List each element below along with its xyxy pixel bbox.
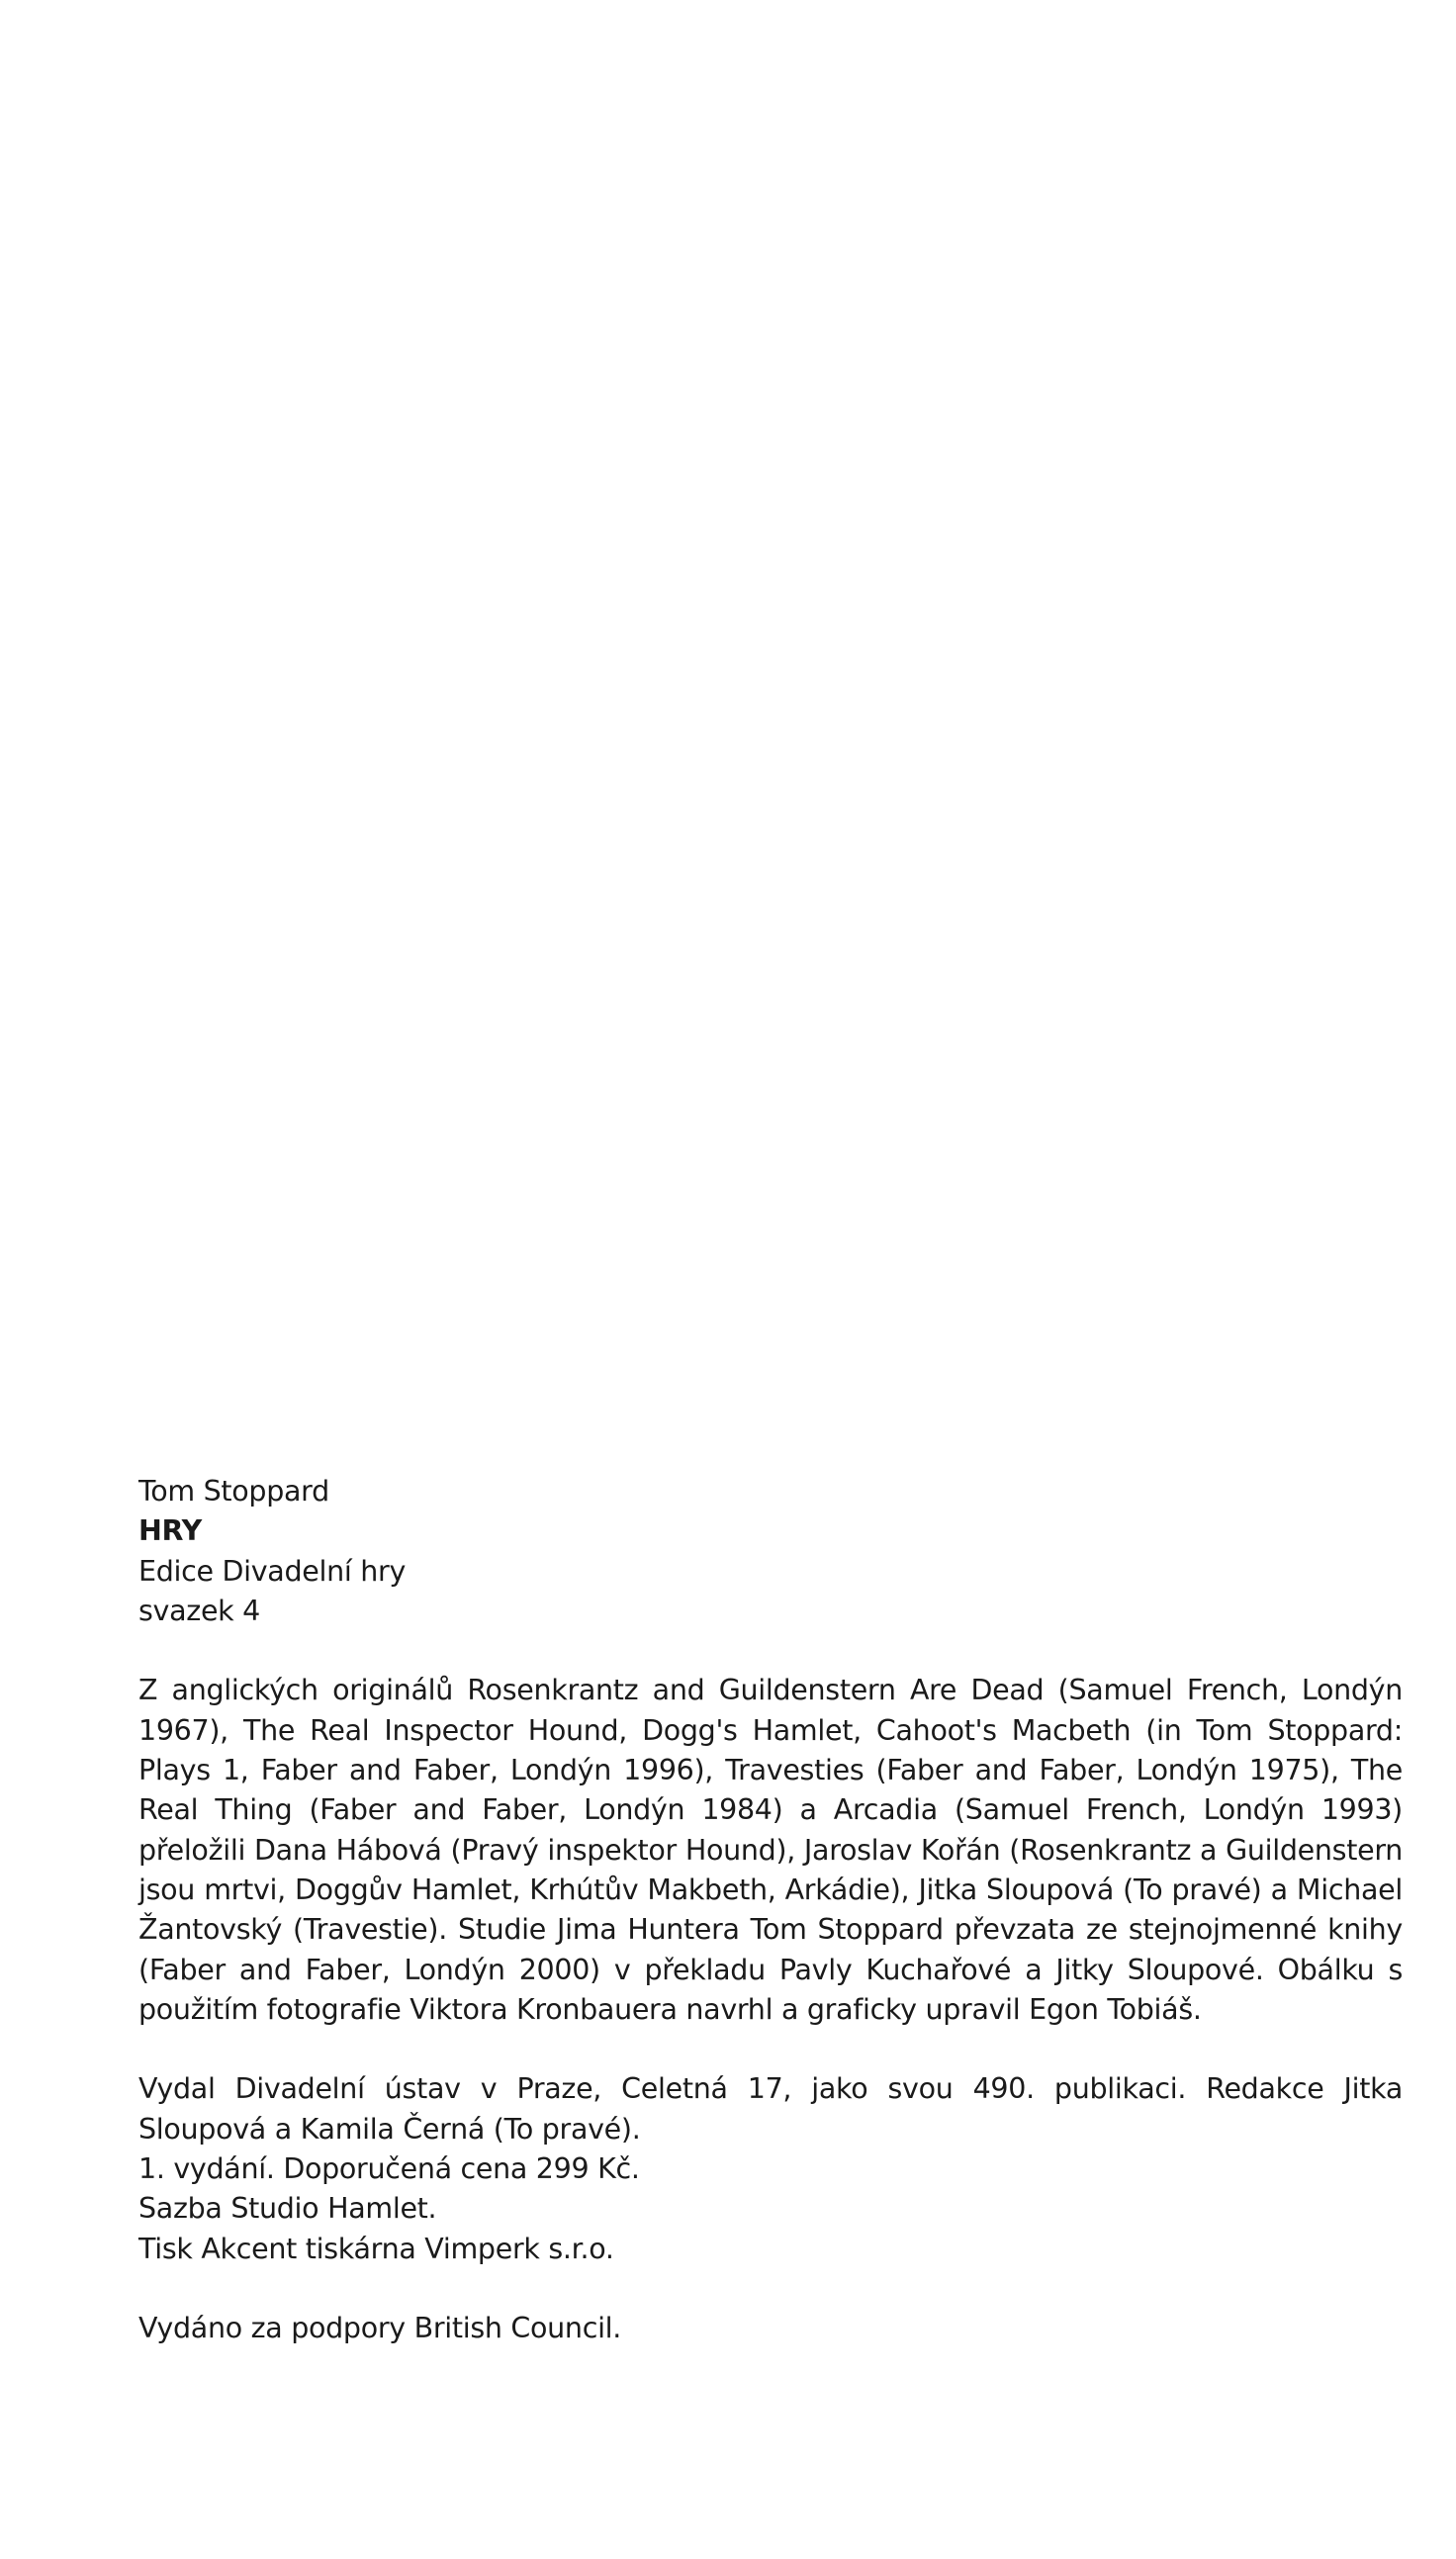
translation-credits: Z anglických originálů Rosenkrantz and Guildenstern Are Dead (Samuel French, Londýn 1967), The Real Inspector Hound, Dogg's Hamlet, Cahoot's Macbeth (in Tom Stoppard: Plays 1, Faber and Faber, Londýn 1996), Travesties (Faber and Faber, Londýn 1975), The Real Thing (Faber and Faber, Londýn 1984) a Arcadia (Samuel French, Londýn 1993) přeložili Dana Hábová (Pravý inspektor Hound), Jaroslav Kořán (Rosenkrantz a Guildenstern jsou mrtvi, Doggův Hamlet, Krhútův Makbeth, Arkádie), Jitka Sloupová (To pravé) a Michael Žantovský (Travestie). Studie Jima Huntera Tom Stoppard převzata ze stejnojmenné knihy (Faber and Faber, Londýn 2000) v překladu Pavly Kuchařové a Jitky Sloupové. Obálku s použitím fotografie Viktora Kronbauera navrhl a graficky upravil Egon Tobiáš. xyxy=(138,1674,1403,2026)
edition-series: Edice Divadelní hry xyxy=(138,1554,407,1588)
volume-number: svazek 4 xyxy=(138,1594,260,1627)
spacer xyxy=(138,1631,1403,1671)
spacer xyxy=(138,2269,1403,2309)
author: Tom Stoppard xyxy=(138,1475,329,1508)
printing-credit: Tisk Akcent tiskárna Vimperk s.r.o. xyxy=(138,2232,614,2265)
edition-price: 1. vydání. Doporučená cena 299 Kč. xyxy=(138,2152,640,2186)
support-note: Vydáno za podpory British Council. xyxy=(138,2312,622,2345)
book-title: HRY xyxy=(138,1514,202,1548)
publisher-info: Vydal Divadelní ústav v Praze, Celetná 17, jako svou 490. publikaci. Redakce Jitka Sloupová a Kamila Černá (To pravé). xyxy=(138,2072,1403,2146)
colophon xyxy=(138,1472,1403,2349)
spacer xyxy=(138,2030,1403,2069)
typesetting-credit: Sazba Studio Hamlet. xyxy=(138,2192,437,2226)
